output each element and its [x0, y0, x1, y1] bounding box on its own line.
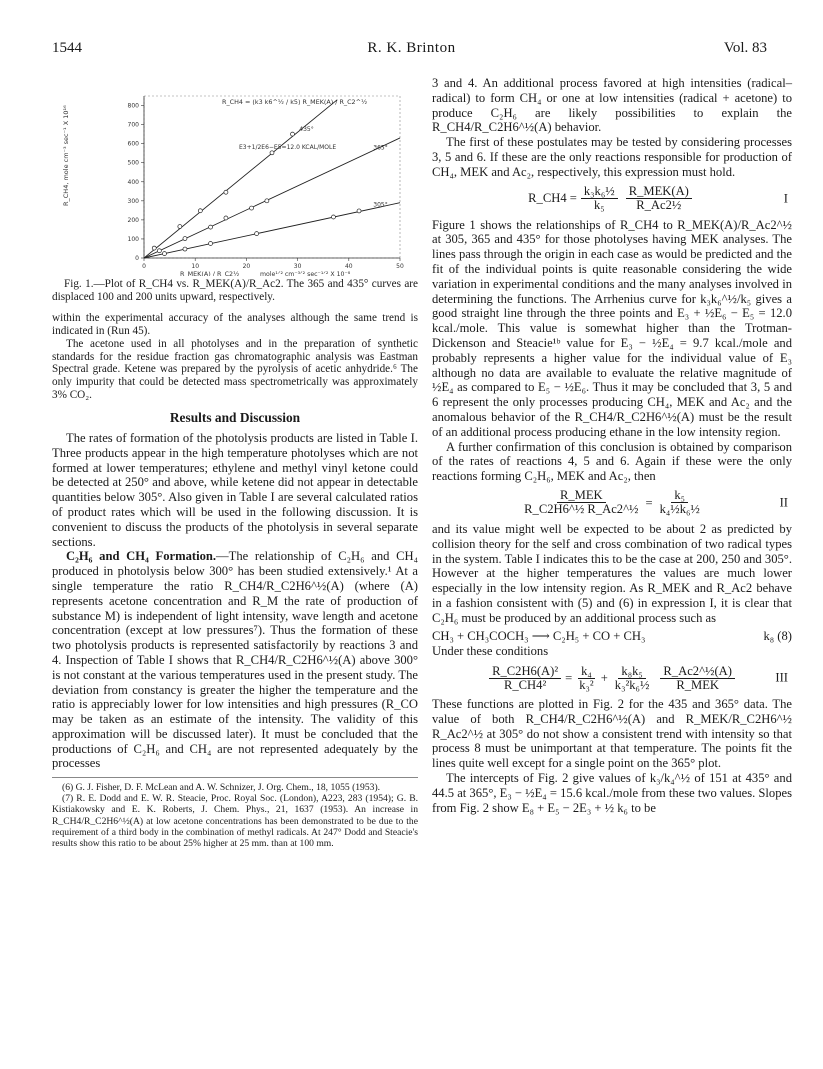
- figure-1-point: [270, 151, 274, 155]
- figure-1-line-0: [144, 100, 337, 258]
- figure-1-point: [152, 246, 156, 250]
- figure-1-inset-formula: R_CH4 = (k3 k6^½ / k5) R_MEK(A) / R_C2^½: [222, 98, 368, 106]
- page-number: 1544: [52, 40, 82, 56]
- right-column: [432, 76, 792, 815]
- figure-1-line-2: [144, 203, 400, 258]
- equation-3-den-d: R_MEK: [676, 677, 719, 692]
- paragraph-figure-1-discussion: Figure 1 shows the relationships of R_CH4 to R_MEK(A)/R_Ac2^½ at 305, 365 and 435° for those photolyses having MEK analyses. The lines pass through the origin in each case as would be predicted and the fit of the individual points is quite reasonable considering the wide variation in experimental conditions and the many analyses involved in determining the functions. The Arrhenius curve for k₃k₆^½/k₅ gives a good straight line through the three points and E₃ + ½E₆ − E₅ = 12.0 kcal./mole. This value is somewhat higher than the Trotman-Dickenson and Steacie¹ᵇ value for E₃ − ½E₄ = 9.7 kcal./mole and probably represents a higher value for the individual value of E₃ although no data are available to evaluate the relative magnitude of ½E₄ as compared to E₅ − ½E₆. Thus it may be concluded that 3, 5 and 6 represent the only processes producing CH₄, MEK and Ac₂ and the anomalous behavior of the R_CH4/R_C2H6^½(A) must be the result of an additional process producing ethane in the low intensity region.: [432, 217, 792, 439]
- equation-2-den-b: k₄½k₆½: [659, 502, 700, 517]
- figure-1-frame: [144, 96, 400, 258]
- figure-1-point: [178, 225, 182, 229]
- paragraph-c2h6-ch4-text: —The relationship of C₂H₆ and CH₄ produced in photolysis below 300° has been studied extensively.¹ At a single temperature the ratio R_CH4/R_C2H6^½(A) (where (A) represents acetone concentration and R_M the rate of production of substance M) is independent of light intensity, wave length and acetone concentration (except at low pressures⁷). Thus the formation of these two photolysis products is represented satisfactorily by reactions 3 and 4. Inspection of Table I shows that R_CH4/R_C2H6^½(A) above 300° is not constant at the various temperatures used in the present study. The deviation from constancy is greater the higher the temperature and the ratio is appreciably lower for low intensities and high pressures (R_CO may be taken as an estimate of the intensity. The validity of this approximation will be discussed later). It must be concluded that the productions of C₂H₆ and CH₄ are not represented adequately by the processes: [52, 549, 418, 771]
- paragraph-further-confirmation: A further confirmation of this conclusion is obtained by comparison of the rates of reactions 4, 5 and 6. Again if these were the only reactions forming C₂H₆, MEK and Ac₂, then: [432, 439, 792, 484]
- figure-1-point: [198, 209, 202, 213]
- equation-3-num-d: R_Ac2^½(A): [660, 665, 735, 679]
- figure-1-y-tick-label: 800: [127, 102, 139, 110]
- equation-3-num-c: k₈k₅: [618, 665, 645, 679]
- figure-1-y-tick-label: 200: [127, 216, 139, 224]
- paragraph-additional-process: 3 and 4. An additional process favored at high intensities (radical–radical) to form CH₄ or one at low intensities (radical + acetone) to produce C₂H₆ are likely possibilities to explain the R_CH4/R_C2H6^½(A) behavior.: [432, 76, 792, 135]
- figure-1-y-axis-label: R_CH4, mole cm⁻³ sec⁻¹ X 10¹⁶: [62, 105, 70, 206]
- footnotes: [52, 777, 418, 849]
- figure-1-plot: [52, 76, 418, 276]
- section-heading: Results and Discussion: [169, 410, 301, 426]
- paragraph-collision-theory: and its value might well be expected to be about 2 as predicted by collision theory for the self and cross combination of two radical types in the system. Table I indicates this to be the case at 200, 250 and 305°. However at the higher temperatures the values are much lower especially in the low intensity region. As R_MEK and R_Ac2 behave in a fashion consistent with (5) and (6) in expression I, it is clear that C₂H₆ must be produced by an additional process such as: [432, 521, 792, 625]
- figure-1-line-1: [144, 138, 400, 258]
- figure-1-y-tick-label: 0: [135, 255, 139, 262]
- figure-1-y-tick-label: 500: [127, 159, 139, 167]
- paragraph-acetone-source: The acetone used in all photolyses and in the preparation of synthetic standards for the residue fraction gas chromatographic analysis was Eastman Spectral grade. Ketene was prepared by the pyrolysis of acetic anhydride.⁶ The only impurity that could be detected mass spectrometrically was approximately 3% CO₂.: [52, 337, 418, 402]
- equation-1-den-a: k₅: [593, 198, 605, 213]
- volume-number: Vol. 83: [723, 40, 767, 56]
- figure-1-series-label: 305°: [373, 201, 388, 209]
- figure-1-y-tick-label: 100: [127, 235, 139, 243]
- footnote-7: (7) R. E. Dodd and E. W. R. Steacie, Proc. Royal Soc. (London), A223, 283 (1954); G. B. Kistiakowsky and E. K. Roberts, J. Chem. Phys., 21, 1637 (1953). An increase in R_CH4/R_C2H6^½(A) at low acetone concentrations has been demonstrated to be due to the requirement of a third body in the combination of methyl radicals. At 247° Dodd and Steacie's results show this ratio to be about 25% higher at 25 mm. than at 100 mm.: [52, 793, 418, 849]
- paragraph-first-postulate: The first of these postulates may be tested by considering processes 3, 5 and 6. If these are the only reactions responsible for production of CH₄, MEK and Ac₂, respectively, this expression must hold.: [432, 135, 792, 179]
- figure-1-point: [183, 247, 187, 251]
- figure-1-point: [224, 216, 228, 220]
- equation-1-tag: I: [783, 191, 788, 206]
- figure-1-y-tick-label: 600: [127, 140, 139, 148]
- figure-1-point: [224, 190, 228, 194]
- equation-1-num-a: k₃k₆½: [581, 185, 618, 199]
- paragraph-rates: The rates of formation of the photolysis products are listed in Table I. Three products appear in the high temperature photolyses which are not formed at lower temperatures; ethylene and methyl vinyl ketone could be detected at 250° and above, while ketene did not appear in detectable quantities below 305°. Also given in Table I are several calculated ratios of product rates which will be used in the following discussion. It is convenient to discuss the products of the photolysis in several separate sections.: [52, 430, 418, 549]
- paragraph-c2h6-ch4: [52, 549, 418, 771]
- figure-1-point: [265, 199, 269, 203]
- figure-1-point: [157, 249, 161, 253]
- figure-1-energy-note: E3+1/2E6−E5=12.0 KCAL/MOLE: [239, 144, 337, 151]
- figure-1-point: [290, 132, 294, 136]
- figure-1-x-tick-label: 40: [344, 263, 353, 270]
- figure-1-y-tick-label: 300: [127, 197, 139, 205]
- figure-1-x-axis-label-a: R_MEK(A) / R_C2½: [180, 270, 240, 276]
- paragraph-intercepts: The intercepts of Fig. 2 give values of k₃/k₄^½ of 151 at 435° and 44.5 at 365°, E₃ − ½E₄ = 15.6 kcal./mole from these two values. Slopes from Fig. 2 show E₈ + E₅ − 2E₃ + ½ k₆ to be: [432, 771, 792, 815]
- figure-1-x-tick-label: 0: [142, 263, 146, 270]
- equation-1: [432, 184, 792, 214]
- equation-2-num-b: k₅: [671, 489, 688, 503]
- running-head: [0, 40, 823, 60]
- paragraph-experimental-accuracy: within the experimental accuracy of the analyses although the same trend is indicated in (Run 45).: [52, 311, 418, 337]
- footnote-6: (6) G. J. Fisher, D. F. McLean and A. W. Schnizer, J. Org. Chem., 18, 1055 (1953).: [62, 782, 381, 794]
- reaction-8-tag: k₈ (8): [763, 628, 792, 643]
- reaction-8-text: CH₃ + CH₃COCH₃ ⟶ C₂H₅ + CO + CH₃: [432, 628, 646, 643]
- equation-3: $\frac{\text{R\_C2H6(A)²}}{\text{R\_CH4²}}$ = $\frac{\text{k₄}}{\text{k₃²}}$ + $\frac{\text{k₈k₅}}{\text{k₃²k₆½}}$ $\frac{\text{R\_Ac2\textasciicircum{}½(A)}}{\text{R\_MEK}}$ III: [432, 663, 792, 693]
- paragraph-under-conditions: Under these conditions: [432, 644, 549, 659]
- figure-1-point: [183, 237, 187, 241]
- figure-1-point: [162, 252, 166, 256]
- figure-1-point: [331, 215, 335, 219]
- figure-1-x-tick-label: 50: [396, 263, 404, 270]
- figure-1-point: [209, 225, 213, 229]
- equation-3-num-a: R_C2H6(A)²: [489, 665, 561, 679]
- figure-1-y-tick-label: 400: [127, 178, 139, 186]
- figure-1-caption: Fig. 1.—Plot of R_CH4 vs. R_MEK(A)/R_Ac2. The 365 and 435° curves are displaced 100 and 200 units upward, respectively.: [52, 278, 418, 303]
- equation-1-lhs: R_CH4 =: [528, 191, 577, 206]
- equation-2-num-a: R_MEK: [557, 489, 606, 503]
- subsection-heading: C₂H₆ and CH₄ Formation.: [66, 549, 217, 564]
- equation-1-den-b: R_Ac2½: [636, 198, 682, 213]
- figure-1-x-axis-label-b: mole¹ᐟ² cm⁻³ᐟ² sec⁻¹ᐟ² X 10⁻⁸: [260, 271, 351, 276]
- figure-1-y-tick-label: 700: [127, 121, 139, 129]
- equation-2: $\frac{\text{R\_MEK}}{\text{R\_C2H6\textasciicircum{}½ R\_Ac2\textasciicircum{}½}}$ = $\frac{\text{k₅}}{\text{k₄½k₆½}}$ II: [432, 488, 792, 518]
- figure-1-point: [209, 242, 213, 246]
- equation-3-den-b: k₃²: [579, 677, 594, 692]
- equation-2-tag: II: [779, 495, 788, 510]
- figure-1: [52, 76, 418, 276]
- left-column: [52, 76, 418, 849]
- equation-3-num-b: k₄: [578, 665, 595, 679]
- figure-1-point: [357, 209, 361, 213]
- paragraph-fig-2-plotted: These functions are plotted in Fig. 2 for the 435 and 365° data. The value of both R_CH4/R_C2H6^½(A) and R_MEK/R_C2H6^½ R_Ac2^½ at 305° do not show a consistent trend with intensity so that process 8 must be unimportant at that temperature. The points fit the lines quite well except for a single point on the 365° plot.: [432, 697, 792, 771]
- equation-3-tag: III: [775, 670, 788, 685]
- equation-3-den-a: R_CH4²: [503, 677, 547, 692]
- equation-1-num-b: R_MEK(A): [626, 185, 692, 199]
- figure-1-series-label: 365°: [373, 144, 388, 152]
- figure-1-x-tick-label: 10: [191, 263, 200, 270]
- figure-1-x-tick-label: 20: [242, 263, 251, 270]
- figure-1-series-label: 435°: [299, 126, 314, 134]
- equation-2-den-a: R_C2H6^½ R_Ac2^½: [524, 502, 639, 517]
- running-author: R. K. Brinton: [367, 40, 456, 56]
- reaction-8: [432, 629, 792, 644]
- figure-1-x-tick-label: 30: [293, 263, 302, 270]
- equation-3-den-c: k₃²k₆½: [614, 677, 650, 692]
- figure-1-point: [250, 206, 254, 210]
- figure-1-point: [255, 232, 259, 236]
